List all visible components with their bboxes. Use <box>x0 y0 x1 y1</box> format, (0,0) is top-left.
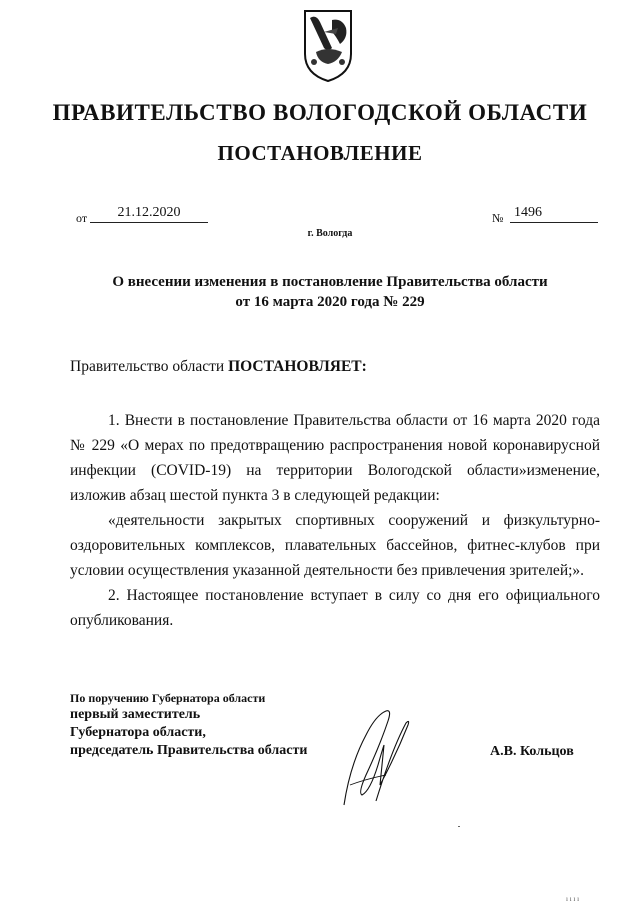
subject-line-1: О внесении изменения в постановление Правительства области <box>112 274 548 290</box>
paragraph-2: «деятельности закрытых спортивных сооружений и физкультурно-оздоровительных комплексов, плавательных бассейнов, фитнес-клубов при условии осуществления указанной деятельности без привлечения зрителей;». <box>70 512 600 579</box>
preamble <box>70 358 367 376</box>
signer-name: А.В. Кольцов <box>490 744 574 759</box>
number-prefix: № <box>492 211 504 225</box>
preamble-verb: ПОСТАНОВЛЯЕТ: <box>228 358 367 375</box>
document-type: ПОСТАНОВЛЕНИЕ <box>217 141 423 165</box>
signatory-line-1: По поручению Губернатора области <box>70 691 266 705</box>
vologda-coat-of-arms-icon <box>302 8 354 84</box>
preamble-prefix: Правительство области <box>70 358 229 375</box>
document-date: 21.12.2020 <box>90 205 208 223</box>
page-mark: ı ı ı ı <box>566 895 580 903</box>
handwritten-signature <box>336 705 416 810</box>
date-prefix: от <box>76 211 88 225</box>
document-number: 1496 <box>510 205 598 223</box>
paragraph-3: 2. Настоящее постановление вступает в силу со дня его официального опубликования. <box>70 587 600 629</box>
subject-line-2: от 16 марта 2020 года № 229 <box>235 294 425 310</box>
signatory-line-2: первый заместитель <box>70 707 201 722</box>
city: г. Вологда <box>307 228 353 239</box>
scan-artifact <box>458 826 460 827</box>
organization-title: ПРАВИТЕЛЬСТВО ВОЛОГОДСКОЙ ОБЛАСТИ <box>52 100 588 125</box>
document-subject <box>80 272 580 312</box>
paragraph-1: 1. Внести в постановление Правительства области от 16 марта 2020 года № 229 «О мерах по предотвращению распространения новой коронавирусной инфекции (COVID-19) на территории Вологодской области»изменение, изложив абзац шестой пункта 3 в следующей редакции: <box>70 412 600 504</box>
signatory-block <box>70 690 307 760</box>
signatory-line-4: председатель Правительства области <box>70 743 308 758</box>
document-body <box>70 408 600 633</box>
signatory-line-3: Губернатора области, <box>70 725 206 740</box>
